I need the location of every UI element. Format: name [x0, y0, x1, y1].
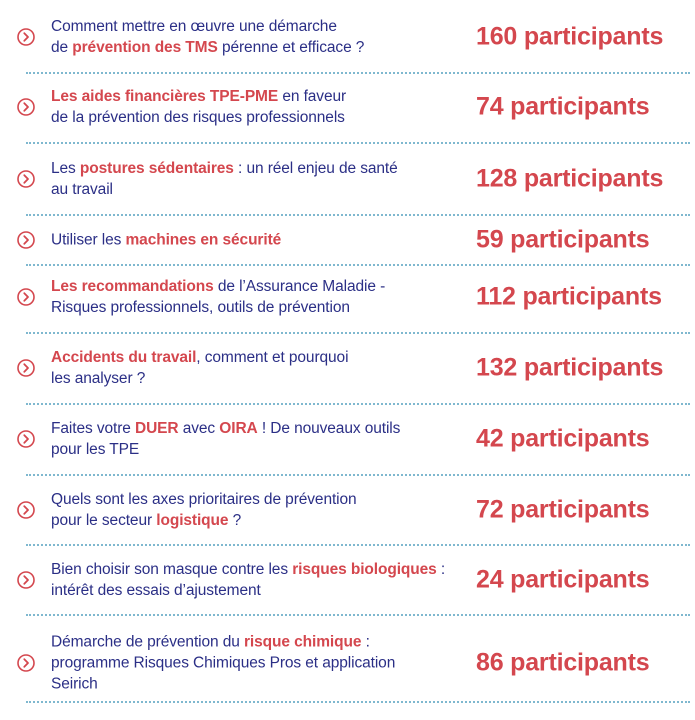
highlight-text: risques biologiques [292, 561, 437, 578]
dotted-divider [26, 332, 690, 334]
list-item[interactable] [0, 409, 695, 469]
session-title[interactable] [51, 276, 466, 318]
title-text: de [51, 39, 73, 56]
session-title-line [51, 86, 466, 107]
title-text: : [361, 633, 370, 651]
title-text: en faveur [278, 88, 347, 105]
title-text: de l’Assurance Maladie - [213, 278, 386, 295]
session-title-line [51, 107, 466, 128]
session-title[interactable] [51, 418, 466, 460]
dotted-divider [26, 403, 690, 405]
title-text: programme Risques Chimiques Pros et application [51, 654, 396, 672]
chevron-right-circle-icon[interactable] [17, 359, 35, 377]
highlight-text: machines en sécurité [125, 231, 282, 249]
title-text: Comment mettre en œuvre une démarche [51, 18, 337, 35]
chevron-right-circle-icon[interactable] [17, 98, 35, 116]
title-text: Risques professionnels, outils de prévention [51, 299, 350, 316]
chevron-right-circle-icon[interactable] [17, 170, 35, 188]
participant-count: 59 participants [476, 225, 650, 254]
session-title-line [51, 276, 466, 297]
list-item[interactable] [0, 77, 695, 137]
session-title-line [51, 580, 466, 601]
title-text: Faites votre [51, 420, 135, 437]
chevron-right-circle-icon[interactable] [17, 231, 35, 249]
participant-count: 128 participants [476, 164, 664, 193]
highlight-text: risque chimique [244, 633, 362, 651]
session-title-line [51, 230, 466, 251]
session-title-line [51, 489, 466, 510]
title-text: ! De nouveaux outils [257, 420, 401, 437]
highlight-text: prévention des TMS [72, 39, 218, 56]
chevron-right-circle-icon[interactable] [17, 571, 35, 589]
session-title-line [51, 439, 466, 460]
session-title[interactable] [51, 230, 466, 251]
session-title-line [51, 632, 466, 653]
participant-count: 72 participants [476, 495, 650, 524]
session-title-line [51, 37, 466, 58]
session-title[interactable] [51, 86, 466, 128]
title-text: pour les TPE [51, 441, 140, 458]
session-title-line [51, 368, 466, 389]
title-text: les analyser ? [51, 370, 146, 387]
title-text: pour le secteur [51, 512, 157, 529]
dotted-divider [26, 474, 690, 476]
session-title-line [51, 16, 466, 37]
participant-count: 112 participants [476, 282, 662, 311]
list-item[interactable] [0, 633, 695, 693]
title-text: intérêt des essais d’ajustement [51, 582, 261, 599]
participant-count: 74 participants [476, 92, 650, 121]
title-text: Démarche de prévention du [51, 633, 244, 651]
chevron-right-circle-icon[interactable] [17, 501, 35, 519]
dotted-divider [26, 72, 690, 74]
highlight-text: DUER [134, 420, 179, 437]
session-title[interactable] [51, 16, 466, 58]
highlight-text: Les recommandations [51, 278, 214, 295]
highlight-text: postures sédentaires [79, 160, 234, 177]
participant-count: 132 participants [476, 353, 664, 382]
title-text: Seirich [51, 675, 98, 693]
list-item[interactable] [0, 550, 695, 610]
session-title-line [51, 179, 466, 200]
session-title-line [51, 674, 466, 695]
session-title[interactable] [51, 158, 466, 200]
title-text: ? [228, 512, 242, 529]
title-text: Utiliser les [51, 231, 126, 249]
participant-count: 160 participants [476, 22, 664, 51]
chevron-right-circle-icon[interactable] [17, 654, 35, 672]
dotted-divider [26, 701, 690, 703]
session-title[interactable] [51, 347, 466, 389]
session-title-line [51, 510, 466, 531]
title-text: Bien choisir son masque contre les [51, 561, 293, 578]
session-title[interactable] [51, 559, 466, 601]
dotted-divider [26, 544, 690, 546]
highlight-text: Accidents du travail [51, 349, 197, 366]
participant-count: 42 participants [476, 424, 650, 453]
title-text: avec [178, 420, 220, 437]
session-title-line [51, 418, 466, 439]
title-text: Les [51, 160, 80, 177]
title-text: , comment et pourquoi [196, 349, 349, 366]
session-title-line [51, 559, 466, 580]
list-item[interactable] [0, 210, 695, 270]
session-title-line [51, 347, 466, 368]
session-title-line [51, 653, 466, 674]
title-text: : un réel enjeu de santé [233, 160, 398, 177]
highlight-text: logistique [156, 512, 229, 529]
title-text: de la prévention des risques professionnels [51, 109, 345, 126]
dotted-divider [26, 614, 690, 616]
title-text: Quels sont les axes prioritaires de prévention [51, 491, 357, 508]
participant-count: 86 participants [476, 648, 650, 677]
dotted-divider [26, 142, 690, 144]
title-text: pérenne et efficace ? [217, 39, 365, 56]
participant-count: 24 participants [476, 565, 650, 594]
list-item[interactable] [0, 7, 695, 67]
list-item[interactable] [0, 480, 695, 540]
highlight-text: Les aides financières TPE-PME [51, 88, 279, 105]
session-title[interactable] [51, 489, 466, 531]
list-item[interactable] [0, 267, 695, 327]
session-title[interactable] [51, 632, 466, 695]
highlight-text: OIRA [219, 420, 258, 437]
list-item[interactable] [0, 149, 695, 209]
chevron-right-circle-icon[interactable] [17, 430, 35, 448]
chevron-right-circle-icon[interactable] [17, 288, 35, 306]
title-text: au travail [51, 181, 113, 198]
session-title-line [51, 158, 466, 179]
list-item[interactable] [0, 338, 695, 398]
session-title-line [51, 297, 466, 318]
title-text: : [436, 561, 446, 578]
chevron-right-circle-icon[interactable] [17, 28, 35, 46]
dotted-divider [26, 264, 690, 266]
